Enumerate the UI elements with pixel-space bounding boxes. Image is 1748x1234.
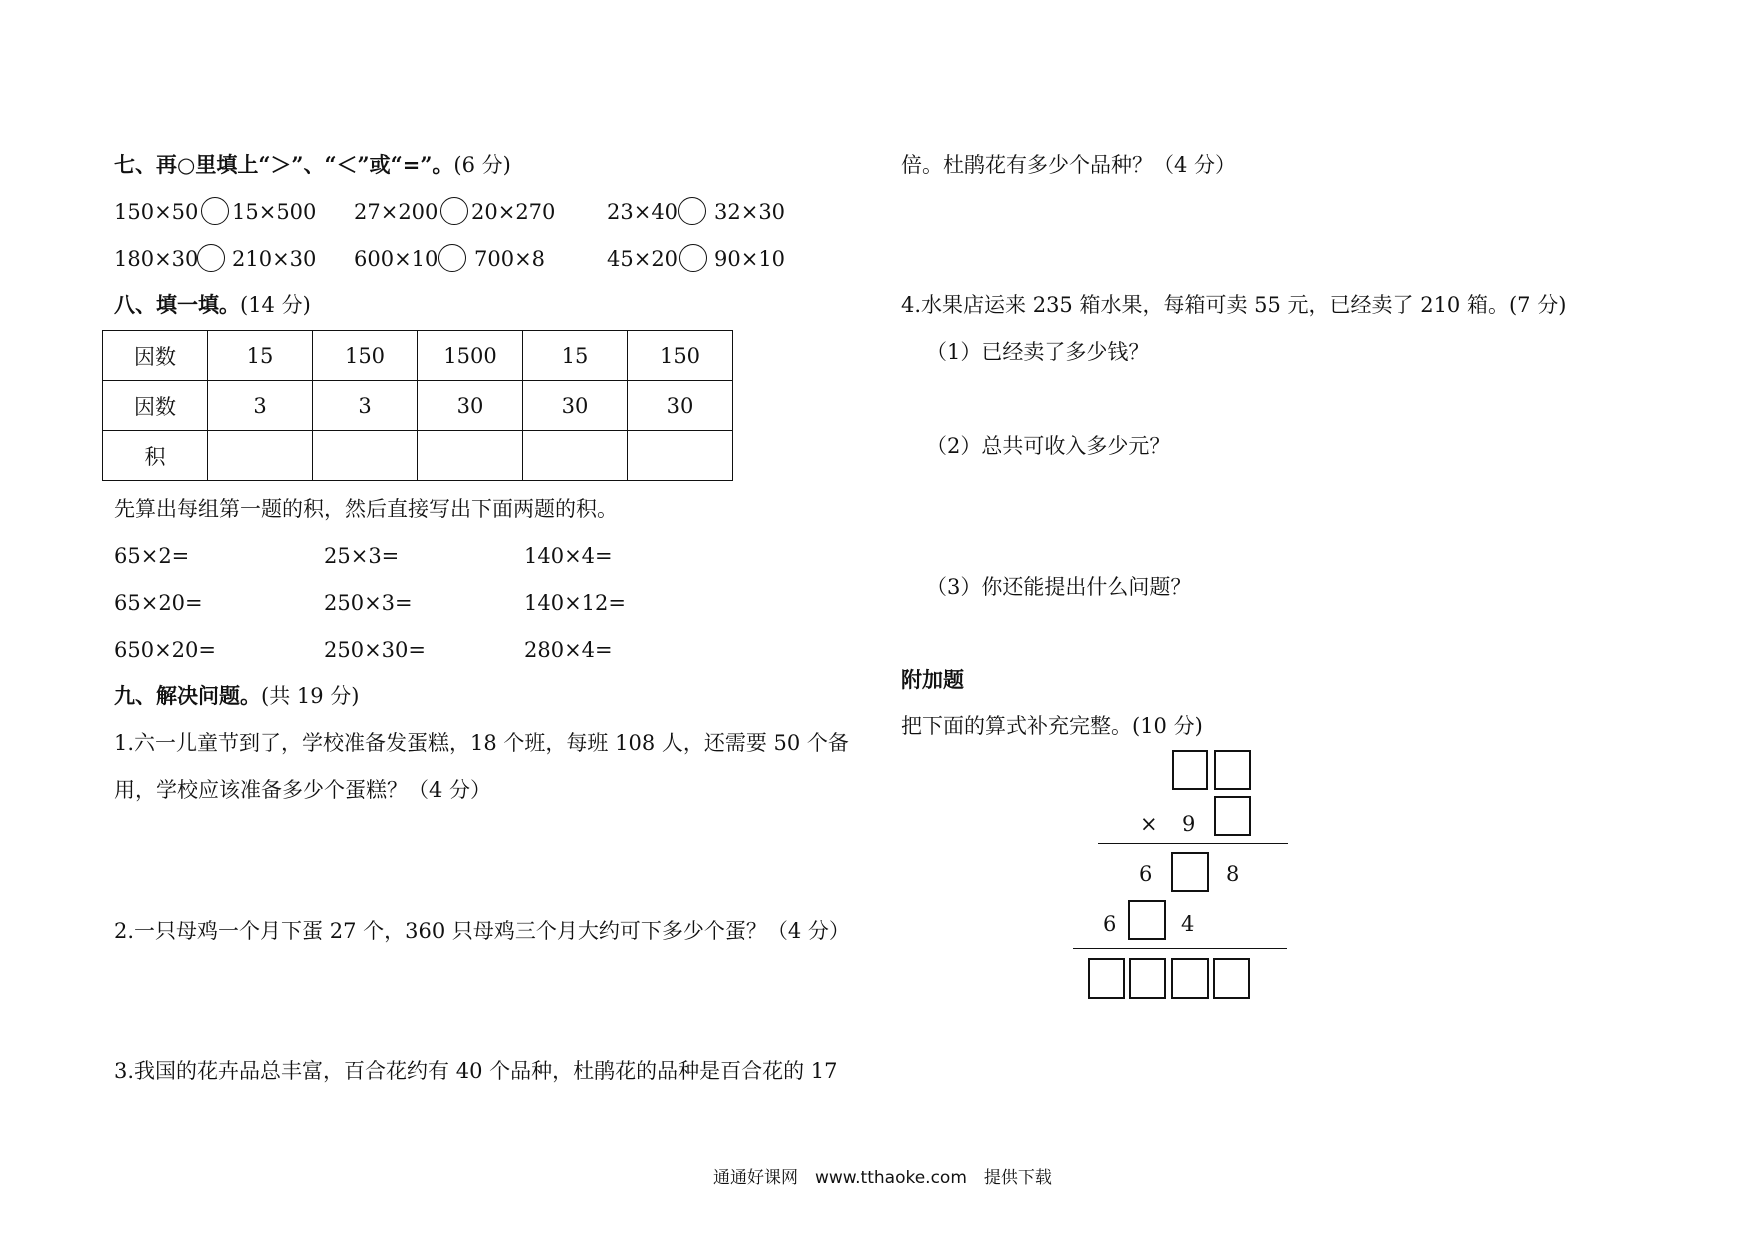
compare-right: 210×30 <box>232 247 317 271</box>
section8-title <box>114 291 311 319</box>
digit-box[interactable] <box>1214 750 1251 790</box>
compare-left: 45×20 <box>607 247 679 271</box>
digit-box[interactable] <box>1171 852 1209 892</box>
compare-circle[interactable] <box>678 197 706 225</box>
table-cell: 30 <box>523 381 628 431</box>
section7-title <box>114 151 511 179</box>
expression: 250×3= <box>324 591 413 615</box>
question-1-line2: 用，学校应该准备多少个蛋糕？（4 分） <box>114 778 492 802</box>
table-row <box>103 331 733 381</box>
digit-box[interactable] <box>1129 958 1166 999</box>
multiplier-digit: 9 <box>1182 812 1196 836</box>
expression: 140×12= <box>524 591 626 615</box>
question-2: 2.一只母鸡一个月下蛋 27 个，360 只母鸡三个月大约可下多少个蛋？（4 分） <box>114 919 850 943</box>
answer-cell[interactable] <box>628 431 733 481</box>
table-cell: 因数 <box>103 381 208 431</box>
section9-title <box>114 682 359 710</box>
compare-circle[interactable] <box>440 197 468 225</box>
question-3-line2: 倍。杜鹃花有多少个品种？（4 分） <box>901 153 1237 177</box>
table-cell: 3 <box>208 381 313 431</box>
answer-cell[interactable] <box>523 431 628 481</box>
digit-box[interactable] <box>1128 900 1166 940</box>
expression: 65×20= <box>114 591 203 615</box>
partial-digit: 6 <box>1139 862 1153 886</box>
divider-line <box>1098 843 1288 844</box>
table-cell: 30 <box>628 381 733 431</box>
answer-cell[interactable] <box>208 431 313 481</box>
digit-box[interactable] <box>1213 958 1250 999</box>
table-row <box>103 381 733 431</box>
digit-box[interactable] <box>1214 796 1251 836</box>
table-cell: 15 <box>523 331 628 381</box>
question-4-sub3: （3）你还能提出什么问题？ <box>926 575 1192 599</box>
compare-circle[interactable] <box>201 197 229 225</box>
question-4-sub1: （1）已经卖了多少钱？ <box>926 340 1150 364</box>
table-row <box>103 431 733 481</box>
expression: 250×30= <box>324 638 426 662</box>
compare-right: 32×30 <box>714 200 786 224</box>
compare-right: 90×10 <box>714 247 786 271</box>
bonus-title: 附加题 <box>901 667 964 692</box>
compare-circle[interactable] <box>438 244 466 272</box>
table-cell: 15 <box>208 331 313 381</box>
section9-title-score: (共 19 分) <box>261 684 360 708</box>
section7-title-label: 七、再○里填上“＞”、“＜”或“=”。 <box>114 152 454 177</box>
section8-title-label: 八、填一填。 <box>114 292 240 317</box>
times-sign: × <box>1140 812 1158 836</box>
compare-left: 27×200 <box>354 200 439 224</box>
partial-digit: 8 <box>1226 862 1240 886</box>
table-cell: 30 <box>418 381 523 431</box>
table-cell: 150 <box>313 331 418 381</box>
compare-left: 600×10 <box>354 247 439 271</box>
question-4: 4.水果店运来 235 箱水果，每箱可卖 55 元，已经卖了 210 箱。(7 分) <box>901 293 1567 317</box>
factor-table <box>102 330 733 481</box>
table-cell: 积 <box>103 431 208 481</box>
divider-line <box>1073 948 1287 949</box>
compare-right: 20×270 <box>471 200 556 224</box>
partial-digit: 4 <box>1181 912 1195 936</box>
compare-left: 150×50 <box>114 200 199 224</box>
digit-box[interactable] <box>1171 958 1209 999</box>
question-3-line1: 3.我国的花卉品总丰富，百合花约有 40 个品种，杜鹃花的品种是百合花的 17 <box>114 1059 838 1083</box>
partial-digit: 6 <box>1103 912 1117 936</box>
section8-instruction: 先算出每组第一题的积，然后直接写出下面两题的积。 <box>114 497 618 521</box>
section8-title-score: (14 分) <box>240 293 311 317</box>
answer-cell[interactable] <box>418 431 523 481</box>
compare-circle[interactable] <box>197 244 225 272</box>
compare-right: 15×500 <box>232 200 317 224</box>
section7-title-score: (6 分) <box>453 153 511 177</box>
expression: 140×4= <box>524 544 613 568</box>
question-1-line1: 1.六一儿童节到了，学校准备发蛋糕，18 个班，每班 108 人，还需要 50 个备 <box>114 731 849 755</box>
table-cell: 因数 <box>103 331 208 381</box>
table-cell: 1500 <box>418 331 523 381</box>
expression: 65×2= <box>114 544 190 568</box>
expression: 25×3= <box>324 544 400 568</box>
bonus-instruction: 把下面的算式补充完整。(10 分) <box>901 714 1203 738</box>
digit-box[interactable] <box>1088 958 1125 999</box>
compare-right: 700×8 <box>474 247 546 271</box>
compare-left: 23×40 <box>607 200 679 224</box>
expression: 650×20= <box>114 638 216 662</box>
digit-box[interactable] <box>1172 750 1208 790</box>
question-4-sub2: （2）总共可收入多少元？ <box>926 434 1171 458</box>
compare-left: 180×30 <box>114 247 199 271</box>
section9-title-label: 九、解决问题。 <box>114 683 261 708</box>
compare-circle[interactable] <box>679 244 707 272</box>
expression: 280×4= <box>524 638 613 662</box>
answer-cell[interactable] <box>313 431 418 481</box>
footer-text: 通通好课网 www.tthaoke.com 提供下载 <box>713 1168 1052 1188</box>
table-cell: 150 <box>628 331 733 381</box>
table-cell: 3 <box>313 381 418 431</box>
